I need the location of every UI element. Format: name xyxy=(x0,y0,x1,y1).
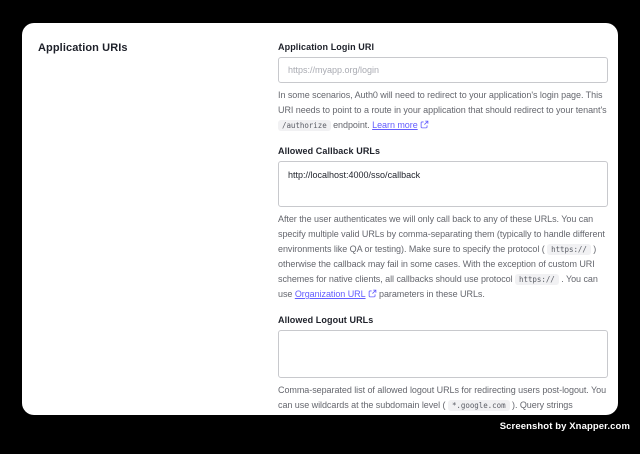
external-link-icon xyxy=(420,118,429,133)
watermark: Screenshot by Xnapper.com xyxy=(499,421,630,432)
external-link-icon xyxy=(368,287,377,302)
fields-column xyxy=(278,42,608,415)
callback-urls-label: Allowed Callback URLs xyxy=(278,146,381,156)
logout-urls-label: Allowed Logout URLs xyxy=(278,315,374,325)
logout-urls-field xyxy=(278,315,608,413)
login-uri-input[interactable] xyxy=(278,57,608,83)
learn-more-link[interactable]: Learn more xyxy=(372,120,418,130)
logout-urls-help: Comma-separated list of allowed logout URLs for redirecting users post-logout. You can use wildcards at the subdomain level ( *.google.com ). Query strings xyxy=(278,385,607,410)
login-uri-field xyxy=(278,42,608,133)
code-chip: *.google.com xyxy=(448,400,510,411)
organization-url-link[interactable]: Organization URL xyxy=(294,289,366,299)
callback-urls-textarea[interactable] xyxy=(278,161,608,207)
login-uri-help: In some scenarios, Auth0 will need to redirect to your application's login page. This URI needs to point to a route in your application that should redirect to your tenant's /authorize endpoint. Learn more xyxy=(278,88,608,133)
application-uris-card xyxy=(22,23,618,415)
logout-urls-textarea[interactable] xyxy=(278,330,608,378)
section-title-column xyxy=(38,42,278,415)
login-uri-label: Application Login URI xyxy=(278,42,375,52)
code-chip: /authorize xyxy=(278,120,331,131)
callback-urls-help: After the user authenticates we will only call back to any of these URLs. You can specify multiple valid URLs by comma-separating them (typically to handle different environments like QA or testing). Make sure to specify the protocol ( https:// ) otherwise the callback may fail in some cases. With the exception of custom URI schemes for native clients, all callbacks should use protocol https:// . You can use Organization URL parameters in these URLs. xyxy=(278,212,608,302)
callback-urls-field xyxy=(278,146,608,302)
code-chip: https:// xyxy=(547,244,591,255)
section-title: Application URIs xyxy=(38,42,128,54)
code-chip: https:// xyxy=(515,274,559,285)
